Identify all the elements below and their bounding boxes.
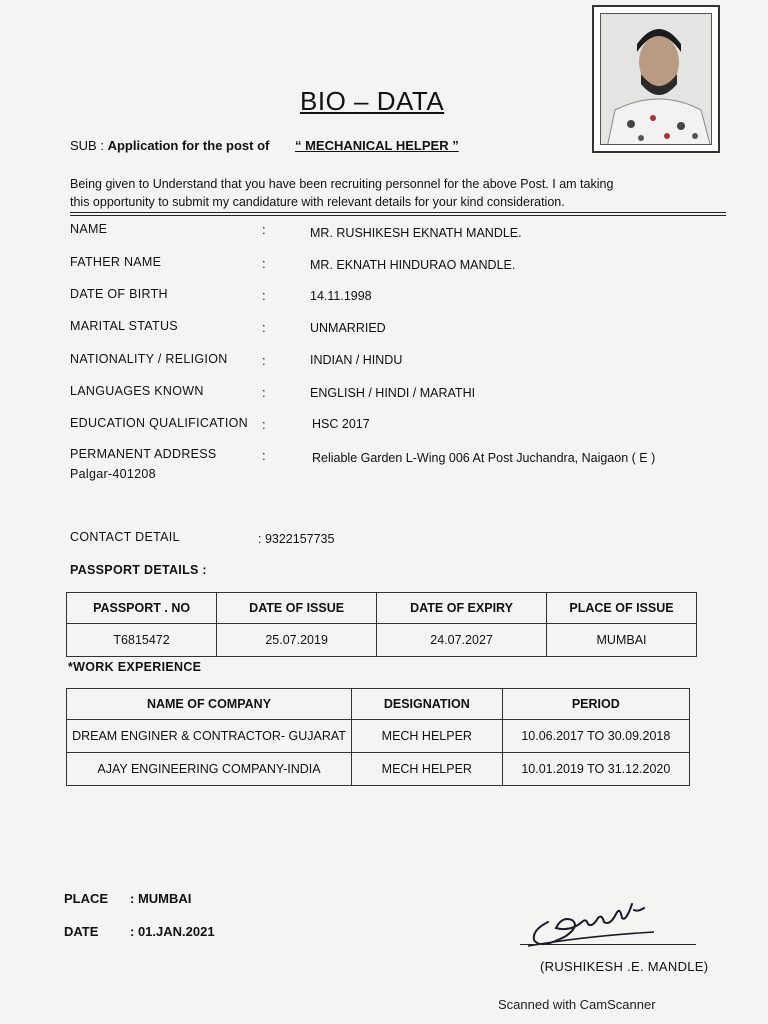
designation: MECH HELPER <box>351 753 502 786</box>
designation: MECH HELPER <box>351 720 502 753</box>
work-header-cell: PERIOD <box>502 689 689 720</box>
intro-line-1: Being given to Understand that you have been recruiting personnel for the above Post. I am taking <box>70 177 614 191</box>
detail-value-name: MR. RUSHIKESH EKNATH MANDLE. <box>310 226 522 240</box>
detail-value-nationality: INDIAN / HINDU <box>310 353 403 367</box>
detail-colon: : <box>262 417 266 432</box>
passport-section-title: PASSPORT DETAILS : <box>70 563 207 577</box>
detail-colon: : <box>262 320 266 335</box>
detail-label-languages: LANGUAGES KNOWN <box>70 384 204 398</box>
detail-value-marital-status: UNMARRIED <box>310 321 386 335</box>
work-experience-table <box>66 688 690 786</box>
detail-value-dob: 14.11.1998 <box>310 289 372 303</box>
work-header-cell: DESIGNATION <box>351 689 502 720</box>
period: 10.01.2019 TO 31.12.2020 <box>502 753 689 786</box>
divider <box>70 215 726 216</box>
detail-label-marital-status: MARITAL STATUS <box>70 319 178 333</box>
intro-line-2: this opportunity to submit my candidature with relevant details for your kind consideration. <box>70 195 565 209</box>
detail-value-education: HSC 2017 <box>312 417 370 431</box>
document-title: BIO – DATA <box>300 86 445 116</box>
detail-value-languages: ENGLISH / HINDI / MARATHI <box>310 386 476 400</box>
detail-colon: : <box>262 256 266 271</box>
signature-image <box>526 892 656 950</box>
detail-colon: : <box>262 288 266 303</box>
subject-line <box>70 138 459 153</box>
detail-label-education: EDUCATION QUALIFICATION <box>70 416 248 430</box>
place-value: : MUMBAI <box>130 891 192 906</box>
work-row <box>67 753 690 786</box>
work-header-row <box>67 689 690 720</box>
address-line-2: Palgar-401208 <box>70 467 156 481</box>
company-name: AJAY ENGINEERING COMPANY-INDIA <box>67 753 352 786</box>
intro-paragraph <box>70 175 710 211</box>
passport-header-cell: PASSPORT . NO <box>67 593 217 624</box>
work-header-cell: NAME OF COMPANY <box>67 689 352 720</box>
passport-header-cell: DATE OF ISSUE <box>217 593 377 624</box>
signature-line <box>520 944 696 945</box>
passport-number: T6815472 <box>67 624 217 657</box>
contact-label: CONTACT DETAIL <box>70 530 180 544</box>
detail-colon: : <box>262 353 266 368</box>
contact-value: : 9322157735 <box>258 532 335 546</box>
detail-colon: : <box>262 222 266 237</box>
company-name: DREAM ENGINER & CONTRACTOR- GUJARAT <box>67 720 352 753</box>
detail-label-dob: DATE OF BIRTH <box>70 287 168 301</box>
detail-colon: : <box>262 448 266 463</box>
applicant-photo <box>592 5 720 153</box>
passport-header-row <box>67 593 697 624</box>
passport-table <box>66 592 697 657</box>
detail-label-nationality: NATIONALITY / RELIGION <box>70 352 228 366</box>
detail-label-address: PERMANENT ADDRESS <box>70 447 217 461</box>
signature-name: (RUSHIKESH .E. MANDLE) <box>540 959 709 974</box>
place-label: PLACE <box>64 891 109 906</box>
detail-colon: : <box>262 385 266 400</box>
work-experience-title: *WORK EXPERIENCE <box>68 660 202 674</box>
detail-label-name: NAME <box>70 222 108 236</box>
scanner-watermark: Scanned with CamScanner <box>498 997 656 1012</box>
passport-issue-date: 25.07.2019 <box>217 624 377 657</box>
subject-text: Application for the post of <box>107 138 270 153</box>
passport-header-cell: PLACE OF ISSUE <box>547 593 697 624</box>
passport-data-row <box>67 624 697 657</box>
date-value: : 01.JAN.2021 <box>130 924 215 939</box>
subject-prefix: SUB : <box>70 138 104 153</box>
detail-value-father-name: MR. EKNATH HINDURAO MANDLE. <box>310 258 516 272</box>
date-label: DATE <box>64 924 99 939</box>
passport-header-cell: DATE OF EXPIRY <box>377 593 547 624</box>
detail-value-address: Reliable Garden L-Wing 006 At Post Juchandra, Naigaon ( E ) <box>312 451 656 465</box>
passport-expiry-date: 24.07.2027 <box>377 624 547 657</box>
work-row <box>67 720 690 753</box>
detail-label-father-name: FATHER NAME <box>70 255 162 269</box>
post-name: “ MECHANICAL HELPER ” <box>294 138 459 153</box>
divider <box>70 212 726 213</box>
period: 10.06.2017 TO 30.09.2018 <box>502 720 689 753</box>
passport-place: MUMBAI <box>547 624 697 657</box>
